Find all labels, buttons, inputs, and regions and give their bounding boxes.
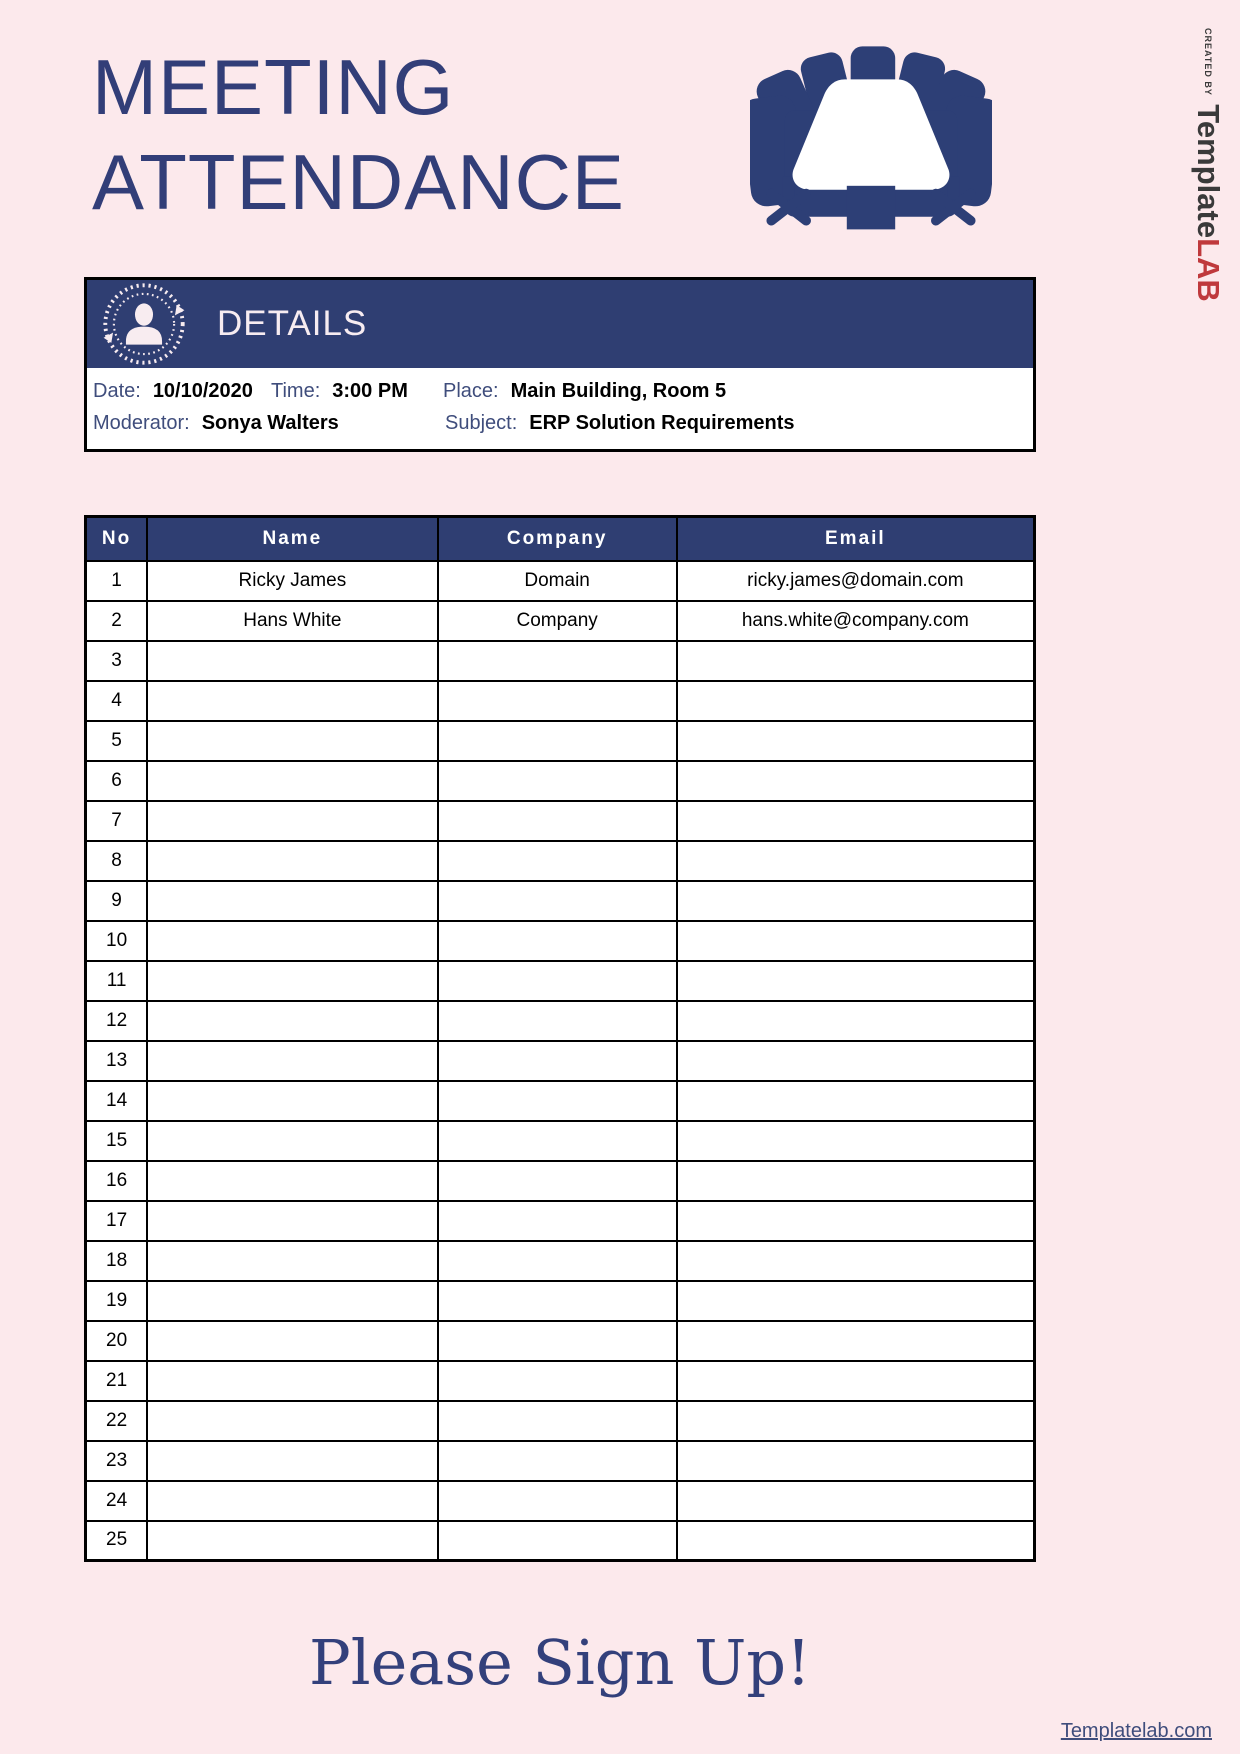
email-cell bbox=[677, 841, 1035, 881]
email-cell bbox=[677, 961, 1035, 1001]
attendance-table-row bbox=[86, 921, 1035, 961]
company-cell bbox=[438, 1001, 677, 1041]
email-cell bbox=[677, 721, 1035, 761]
attendance-table-row bbox=[86, 1521, 1035, 1561]
row-number-cell: 23 bbox=[86, 1441, 148, 1481]
details-header-bar bbox=[87, 280, 1033, 368]
place-field bbox=[443, 375, 1029, 407]
row-number-cell: 25 bbox=[86, 1521, 148, 1561]
name-cell bbox=[147, 1521, 437, 1561]
row-number-cell: 19 bbox=[86, 1281, 148, 1321]
email-cell bbox=[677, 1481, 1035, 1521]
company-cell bbox=[438, 1161, 677, 1201]
row-number-cell: 5 bbox=[86, 721, 148, 761]
details-row-2 bbox=[93, 407, 1029, 439]
templatelab-site-link[interactable]: Templatelab.com bbox=[1060, 1720, 1212, 1742]
company-cell bbox=[438, 1121, 677, 1161]
email-cell bbox=[677, 1161, 1035, 1201]
name-cell bbox=[147, 1001, 437, 1041]
moderator-field bbox=[93, 407, 445, 439]
company-cell bbox=[438, 841, 677, 881]
attendance-table-row bbox=[86, 961, 1035, 1001]
attendance-table-row bbox=[86, 1281, 1035, 1321]
attendance-table-row bbox=[86, 1041, 1035, 1081]
place-label: Place: bbox=[443, 380, 499, 402]
company-cell bbox=[438, 1321, 677, 1361]
attendance-table-row bbox=[86, 561, 1035, 601]
name-cell bbox=[147, 1201, 437, 1241]
email-cell bbox=[677, 1001, 1035, 1041]
attendance-table-row bbox=[86, 1321, 1035, 1361]
conference-table-logo-icon bbox=[750, 40, 992, 230]
details-section bbox=[84, 277, 1036, 452]
name-cell bbox=[147, 1041, 437, 1081]
email-cell bbox=[677, 1521, 1035, 1561]
company-cell bbox=[438, 1281, 677, 1321]
attendance-table-row bbox=[86, 1121, 1035, 1161]
name-cell bbox=[147, 1161, 437, 1201]
attendance-table-body bbox=[86, 561, 1035, 1561]
row-number-cell: 2 bbox=[86, 601, 148, 641]
company-cell bbox=[438, 1241, 677, 1281]
name-cell bbox=[147, 841, 437, 881]
company-cell bbox=[438, 681, 677, 721]
email-cell bbox=[677, 761, 1035, 801]
name-cell bbox=[147, 921, 437, 961]
subject-label: Subject: bbox=[445, 412, 518, 434]
time-field bbox=[271, 375, 443, 407]
company-cell bbox=[438, 721, 677, 761]
column-header-name: Name bbox=[147, 517, 437, 561]
attendance-table-row bbox=[86, 641, 1035, 681]
name-cell: Ricky James bbox=[147, 561, 437, 601]
date-field bbox=[93, 375, 271, 407]
subject-value: ERP Solution Requirements bbox=[529, 412, 795, 434]
row-number-cell: 21 bbox=[86, 1361, 148, 1401]
row-number-cell: 10 bbox=[86, 921, 148, 961]
email-cell bbox=[677, 1041, 1035, 1081]
details-body bbox=[87, 368, 1033, 449]
attendee-profile-icon bbox=[101, 281, 187, 367]
email-cell bbox=[677, 921, 1035, 961]
date-value: 10/10/2020 bbox=[152, 380, 253, 402]
attendance-table-row bbox=[86, 681, 1035, 721]
company-cell bbox=[438, 1401, 677, 1441]
name-cell bbox=[147, 1281, 437, 1321]
templatelab-logo-text: TemplateLAB bbox=[1191, 104, 1226, 302]
name-cell bbox=[147, 721, 437, 761]
row-number-cell: 13 bbox=[86, 1041, 148, 1081]
name-cell bbox=[147, 881, 437, 921]
email-cell bbox=[677, 1121, 1035, 1161]
row-number-cell: 17 bbox=[86, 1201, 148, 1241]
row-number-cell: 7 bbox=[86, 801, 148, 841]
row-number-cell: 8 bbox=[86, 841, 148, 881]
row-number-cell: 1 bbox=[86, 561, 148, 601]
company-cell bbox=[438, 1481, 677, 1521]
email-cell bbox=[677, 881, 1035, 921]
company-cell bbox=[438, 1081, 677, 1121]
email-cell bbox=[677, 1201, 1035, 1241]
email-cell bbox=[677, 1321, 1035, 1361]
row-number-cell: 14 bbox=[86, 1081, 148, 1121]
name-cell bbox=[147, 1121, 437, 1161]
date-label: Date: bbox=[93, 380, 141, 402]
details-heading: DETAILS bbox=[217, 304, 368, 343]
attendance-table-row bbox=[86, 601, 1035, 641]
attendance-table-row bbox=[86, 1081, 1035, 1121]
attendance-table-row bbox=[86, 721, 1035, 761]
column-header-company: Company bbox=[438, 517, 677, 561]
moderator-value: Sonya Walters bbox=[201, 412, 339, 434]
company-cell bbox=[438, 1441, 677, 1481]
attendance-table bbox=[84, 515, 1036, 1562]
name-cell bbox=[147, 641, 437, 681]
attendance-table-row bbox=[86, 1481, 1035, 1521]
name-cell bbox=[147, 801, 437, 841]
details-row-1 bbox=[93, 375, 1029, 407]
column-header-email: Email bbox=[677, 517, 1035, 561]
page-title-line2: ATTENDANCE bbox=[92, 138, 625, 226]
row-number-cell: 16 bbox=[86, 1161, 148, 1201]
email-cell bbox=[677, 801, 1035, 841]
row-number-cell: 24 bbox=[86, 1481, 148, 1521]
templatelab-lab-text: LAB bbox=[1191, 238, 1226, 302]
email-cell bbox=[677, 1281, 1035, 1321]
row-number-cell: 20 bbox=[86, 1321, 148, 1361]
company-cell bbox=[438, 1361, 677, 1401]
company-cell: Company bbox=[438, 601, 677, 641]
name-cell bbox=[147, 1441, 437, 1481]
name-cell bbox=[147, 681, 437, 721]
name-cell bbox=[147, 1241, 437, 1281]
name-cell bbox=[147, 1081, 437, 1121]
email-cell bbox=[677, 641, 1035, 681]
attendance-table-row bbox=[86, 881, 1035, 921]
company-cell bbox=[438, 1521, 677, 1561]
name-cell bbox=[147, 961, 437, 1001]
name-cell bbox=[147, 1481, 437, 1521]
row-number-cell: 3 bbox=[86, 641, 148, 681]
company-cell bbox=[438, 801, 677, 841]
moderator-label: Moderator: bbox=[93, 412, 190, 434]
company-cell bbox=[438, 761, 677, 801]
row-number-cell: 4 bbox=[86, 681, 148, 721]
attendance-table-row bbox=[86, 1401, 1035, 1441]
email-cell bbox=[677, 1401, 1035, 1441]
company-cell bbox=[438, 881, 677, 921]
company-cell bbox=[438, 921, 677, 961]
attendance-table-row bbox=[86, 1441, 1035, 1481]
name-cell bbox=[147, 1361, 437, 1401]
email-cell bbox=[677, 681, 1035, 721]
templatelab-branding bbox=[1193, 28, 1224, 302]
row-number-cell: 15 bbox=[86, 1121, 148, 1161]
attendance-table-row bbox=[86, 1001, 1035, 1041]
sign-up-call-to-action: Please Sign Up! bbox=[309, 1626, 811, 1699]
company-cell bbox=[438, 961, 677, 1001]
company-cell bbox=[438, 1201, 677, 1241]
name-cell bbox=[147, 761, 437, 801]
email-cell: ricky.james@domain.com bbox=[677, 561, 1035, 601]
place-value: Main Building, Room 5 bbox=[510, 380, 727, 402]
attendance-table-row bbox=[86, 1201, 1035, 1241]
attendance-table-row bbox=[86, 1241, 1035, 1281]
created-by-label: CREATED BY bbox=[1203, 28, 1213, 96]
row-number-cell: 18 bbox=[86, 1241, 148, 1281]
row-number-cell: 9 bbox=[86, 881, 148, 921]
row-number-cell: 22 bbox=[86, 1401, 148, 1441]
email-cell bbox=[677, 1441, 1035, 1481]
page-title bbox=[92, 40, 625, 230]
email-cell bbox=[677, 1081, 1035, 1121]
company-cell bbox=[438, 641, 677, 681]
column-header-no: No bbox=[86, 517, 148, 561]
company-cell: Domain bbox=[438, 561, 677, 601]
row-number-cell: 11 bbox=[86, 961, 148, 1001]
attendance-table-row bbox=[86, 761, 1035, 801]
time-label: Time: bbox=[271, 380, 321, 402]
attendance-table-row bbox=[86, 1361, 1035, 1401]
attendance-table-header bbox=[86, 517, 1035, 561]
page-title-line1: MEETING bbox=[92, 43, 455, 131]
name-cell bbox=[147, 1401, 437, 1441]
email-cell bbox=[677, 1361, 1035, 1401]
email-cell: hans.white@company.com bbox=[677, 601, 1035, 641]
subject-field bbox=[445, 407, 1029, 439]
company-cell bbox=[438, 1041, 677, 1081]
name-cell bbox=[147, 1321, 437, 1361]
email-cell bbox=[677, 1241, 1035, 1281]
attendance-table-row bbox=[86, 841, 1035, 881]
row-number-cell: 6 bbox=[86, 761, 148, 801]
name-cell: Hans White bbox=[147, 601, 437, 641]
attendance-table-row bbox=[86, 801, 1035, 841]
row-number-cell: 12 bbox=[86, 1001, 148, 1041]
attendance-table-row bbox=[86, 1161, 1035, 1201]
time-value: 3:00 PM bbox=[332, 380, 408, 402]
